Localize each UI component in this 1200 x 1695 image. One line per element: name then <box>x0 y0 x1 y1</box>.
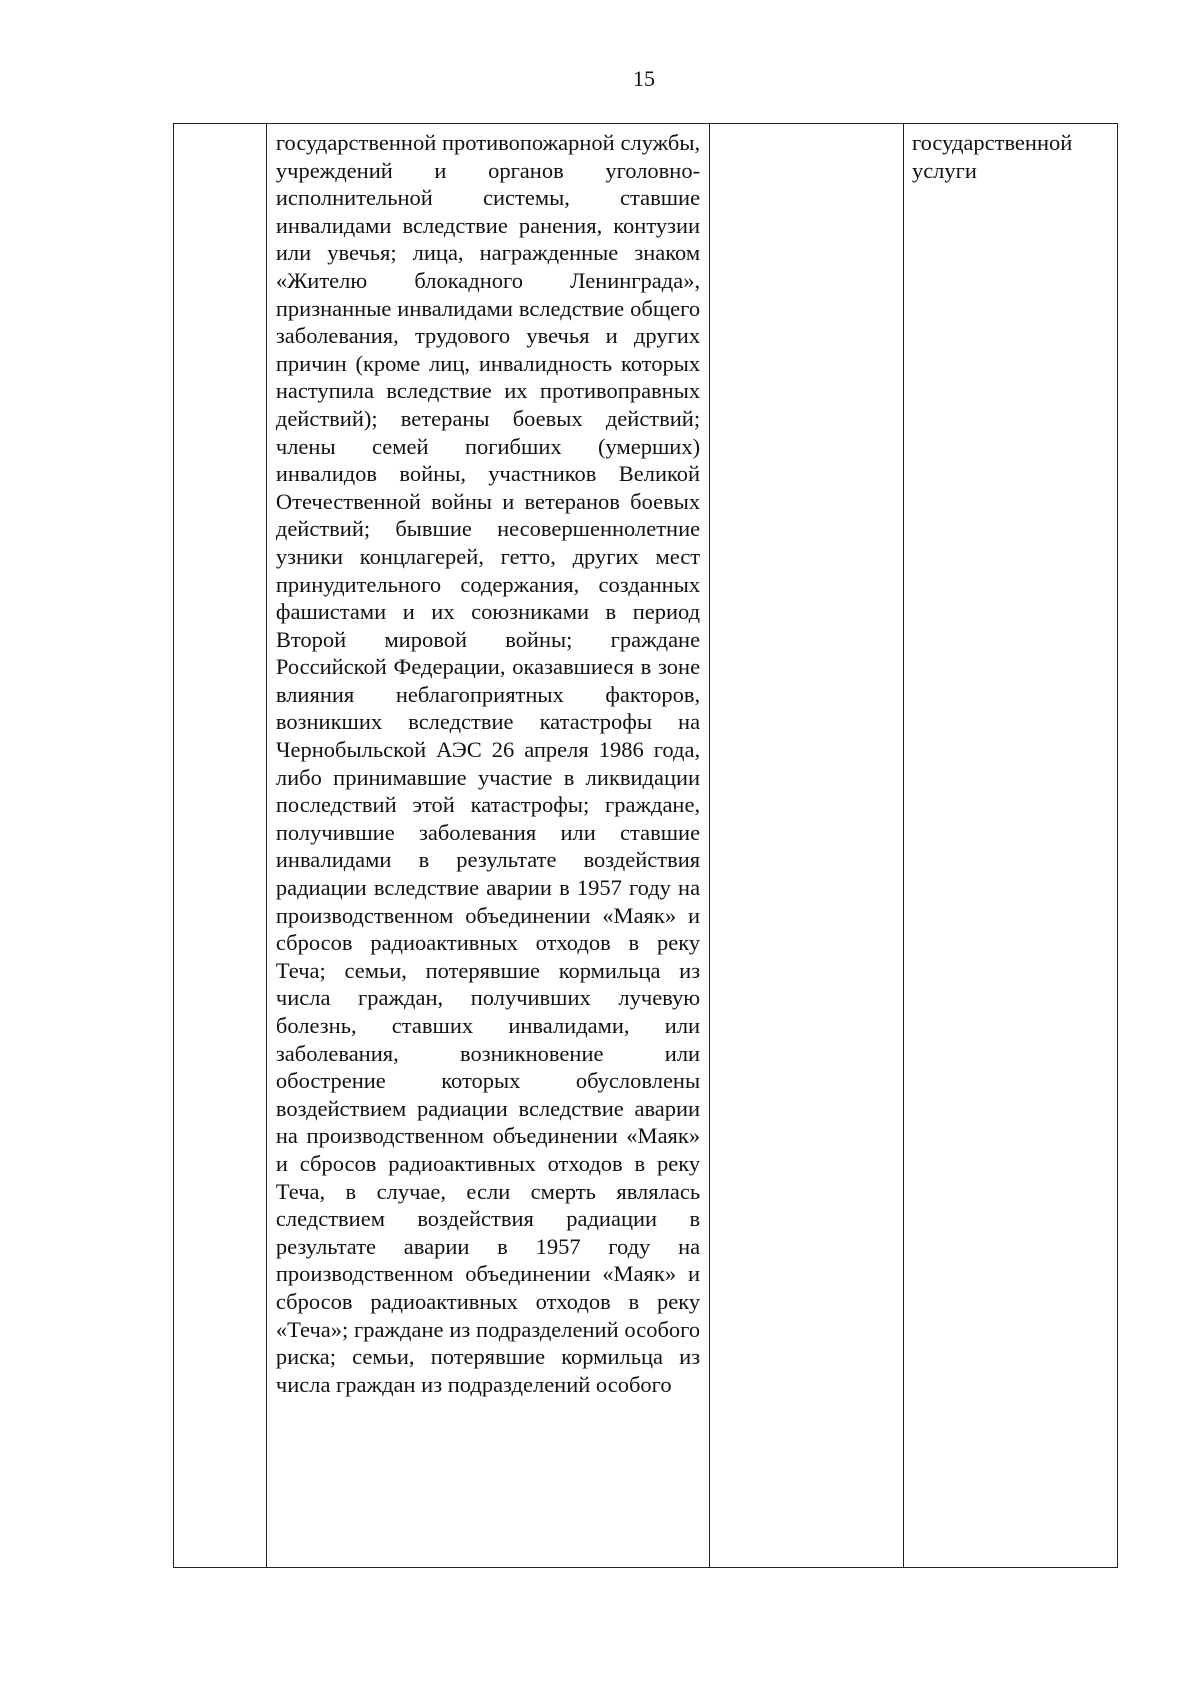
table-cell-col3 <box>710 124 904 1568</box>
cell-text-col2: государственной противопожарной службы, учреждений и органов уголовно-исполнительной системы, ставшие инвалидами вследствие ранения, контузии или увечья; лица, награжденные знаком «Жителю блокадного Ленинграда», признанные инвалидами вследствие общего заболевания, трудового увечья и других причин (кроме лиц, инвалидность которых наступила вследствие их противоправных действий); ветераны боевых действий; члены семей погибших (умерших) инвалидов войны, участников Великой Отечественной войны и ветеранов боевых действий; бывшие несовершеннолетние узники концлагерей, гетто, других мест принудительного содержания, созданных фашистами и их союзниками в период Второй мировой войны; граждане Российской Федерации, оказавшиеся в зоне влияния неблагоприятных факторов, возникших вследствие катастрофы на Чернобыльской АЭС 26 апреля 1986 года, либо принимавшие участие в ликвидации последствий этой катастрофы; граждане, получившие заболевания или ставшие инвалидами в результате воздействия радиации вследствие аварии в 1957 году на производственном объединении «Маяк» и сбросов радиоактивных отходов в реку Теча; семьи, потерявшие кормильца из числа граждан, получивших лучевую болезнь, ставших инвалидами, или заболевания, возникновение или обострение которых обусловлены воздействием радиации вследствие аварии на производственном объединении «Маяк» и сбросов радиоактивных отходов в реку Теча, в случае, если смерть являлась следствием воздействия радиации в результате аварии в 1957 году на производственном объединении «Маяк» и сбросов радиоактивных отходов в реку «Теча»; граждане из подразделений особого риска; семьи, потерявшие кормильца из числа граждан из подразделений особого <box>275 130 701 1397</box>
table-cell-col4 <box>903 124 1117 1568</box>
document-table <box>173 123 1118 1568</box>
table-row <box>174 124 1118 1568</box>
table-cell-col1 <box>174 124 267 1568</box>
cell-text-col4: государственной услуги <box>911 130 1073 183</box>
page-number: 15 <box>633 66 655 91</box>
table-cell-col2 <box>266 124 709 1568</box>
